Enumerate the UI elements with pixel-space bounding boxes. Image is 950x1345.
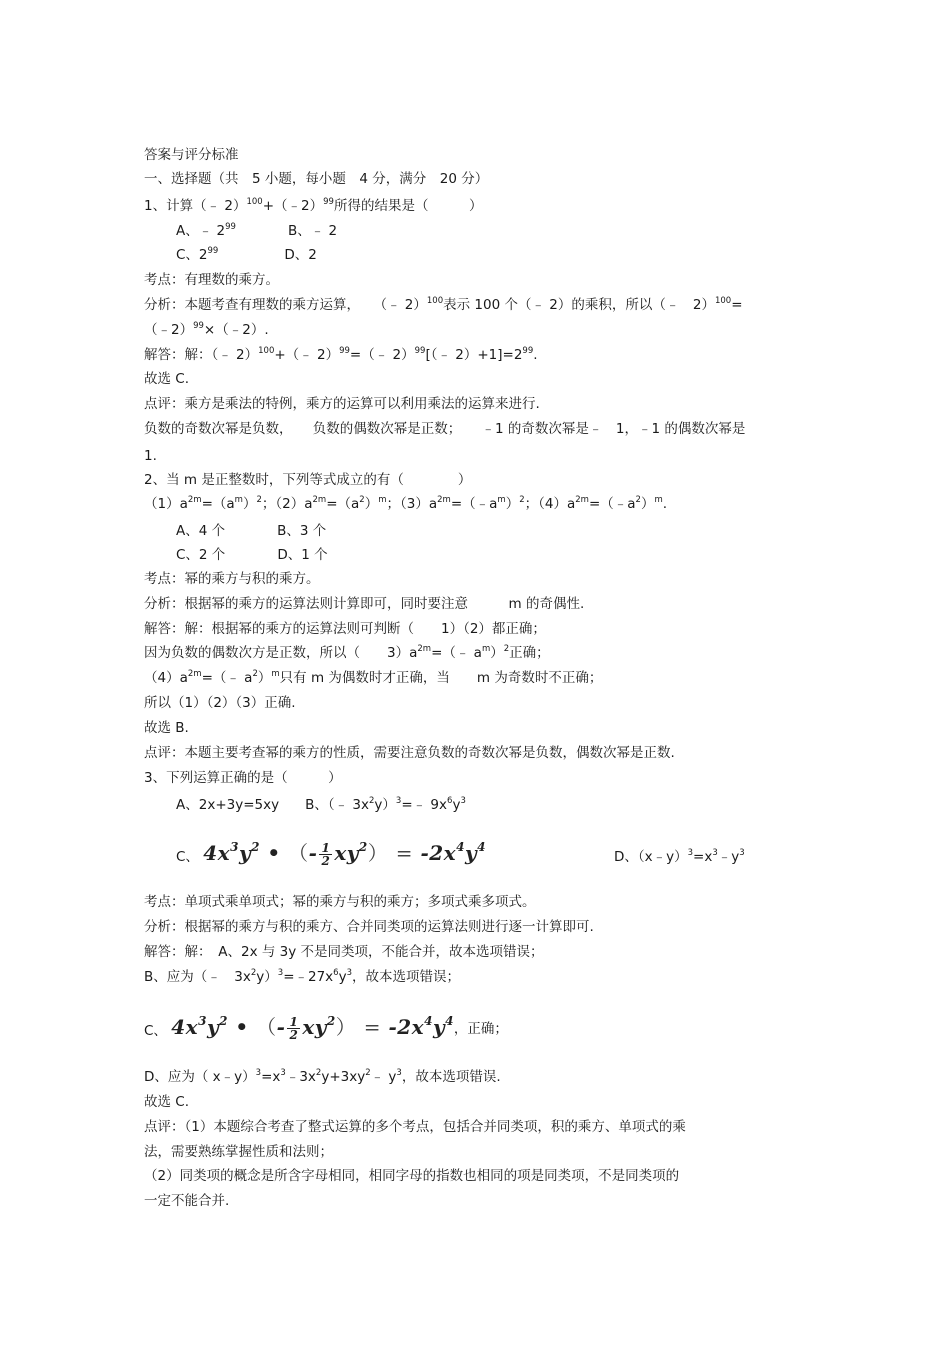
q2-option-c: C、2 个 (176, 547, 226, 563)
q2-stem: 2、当 m 是正整数时，下列等式成立的有（ ） (144, 472, 472, 488)
q3-dianping-line3: （2）同类项的概念是所含字母相同，相同字母的指数也相同的项是同类项，不是同类项的 (144, 1168, 680, 1184)
q3-option-a: A、2x+3y=5xy (176, 797, 280, 813)
q1-dianping: 点评：乘方是乘法的特例，乘方的运算可以利用乘法的运算来进行. (144, 396, 540, 412)
q1-fenxi-line2: （﹣2）$^{99}$×（﹣2）. (144, 321, 269, 338)
q2-jieda-line3: 因为负数的偶数次方是正数，所以（ $3)a^{2m}=(﹣$ $a^m)^2$正确； (144, 644, 550, 661)
q2-option-d: D、1 个 (277, 547, 328, 563)
section-heading: 一、选择题（共 5 小题，每小题 4 分，满分 20 分） (144, 171, 489, 187)
q3-option-c-formula: $4x^3y^2$ • （- $\frac{1}{2}$ $xy^2) = -2x^4y^4$ (203, 840, 486, 868)
q3-kaodian: 考点：单项式乘单项式；幂的乘方与积的乘方；多项式乘多项式。 (144, 894, 536, 910)
q1-option-d: D、2 (284, 247, 317, 263)
q1-options-cd (176, 246, 317, 264)
q3-dianping-line2: 法，需要熟练掌握性质和法则； (144, 1144, 333, 1160)
q3-jieda-b: B、应为（﹣ $3x^2y)^3=﹣27x^6y^3$，故本选项错误； (144, 968, 461, 985)
doc-title: 答案与评分标准 (144, 147, 239, 163)
q2-options-ab (176, 522, 326, 540)
q3-fenxi: 分析：根据幂的乘方与积的乘方、合并同类项的运算法则进行逐一计算即可. (144, 919, 594, 935)
q2-conclusion: 所以（1）（2）（3）正确. (144, 695, 296, 711)
q2-answer: 故选 B. (144, 720, 189, 736)
q3-jieda: 解答：解： A、2x 与 3y 不是同类项，不能合并，故本选项错误； (144, 944, 544, 960)
q3-options-ab (176, 796, 466, 814)
q3-jieda-d: D、应为（ $x﹣y)^3=x^3﹣3x^2y+3xy^2﹣$ $y^3$，故本选项错误. (144, 1068, 501, 1085)
q2-dianping: 点评：本题主要考查幂的乘方的性质，需要注意负数的奇数次幂是负数，偶数次幂是正数. (144, 745, 675, 761)
q3-option-b: B、（﹣ $3x^2y)^3=﹣$ $9x^6y^3$ (305, 796, 466, 813)
q1-stem: 1、计算（﹣ 2）$^{100}$+（﹣2）$^{99}$所得的结果是（ ） (144, 197, 483, 214)
q3-jieda-c-formula: $4x^3y^2$ • （- $\frac{1}{2}$ $xy^2) = -2x^4y^4$ (171, 1014, 454, 1042)
q2-fenxi: 分析：根据幂的乘方的运算法则计算即可，同时要注意 m 的奇偶性. (144, 596, 585, 612)
q3-jieda-c: C、 $4x^3y^2$ • （- $\frac{1}{2}$ $xy^2) = -2x^4y^4$，正确； (144, 1014, 508, 1042)
q2-equations: $(1)a^{2m}=(a^m)^2$；$(2)a^{2m}=(a^2)^m$；$(3)a^{2m}=(﹣a^m)^2$；$(4)a^{2m}=(﹣a^2)^m$. (144, 495, 668, 512)
q2-kaodian: 考点：幂的乘方与积的乘方。 (144, 571, 320, 587)
q1-note-line2: 1. (144, 448, 157, 464)
q3-dianping-line1: 点评：（1）本题综合考查了整式运算的多个考点，包括合并同类项，积的乘方、单项式的乘 (144, 1119, 686, 1135)
q2-jieda: 解答：解：根据幂的乘方的运算法则可判断（ 1）（2）都正确； (144, 621, 546, 637)
q3-stem: 3、下列运算正确的是（ ） (144, 770, 342, 786)
q1-note-line1: 负数的奇数次幂是负数， 负数的偶数次幂是正数； ﹣1 的奇数次幂是﹣ 1，﹣1 的偶数次幂是 (144, 421, 746, 437)
q2-jieda-line4: $(4)a^{2m}=(﹣$ $a^2)^m$只有 m 为偶数时才正确，当 m 为奇数时不正确； (144, 669, 603, 686)
q3-option-c: C、 $4x^3y^2$ • （- $\frac{1}{2}$ $xy^2) = -2x^4y^4$ (176, 840, 486, 868)
q1-fenxi-line1: 分析：本题考查有理数的乘方运算， （﹣ 2）$^{100}$表示 100 个（﹣ 2）的乘积，所以（﹣ 2）$^{100}$= (144, 296, 743, 313)
q1-kaodian: 考点：有理数的乘方。 (144, 272, 279, 288)
q1-option-c: C、$2^{99}$ (176, 246, 219, 263)
q3-option-d: D、$(x﹣y)^3=x^3﹣y^3$ (614, 848, 745, 865)
q3-dianping-line4: 一定不能合并. (144, 1193, 230, 1209)
q3-answer: 故选 C. (144, 1094, 190, 1110)
q1-option-b: B、﹣ 2 (287, 223, 338, 239)
q2-option-b: B、3 个 (277, 523, 327, 539)
q1-jieda: 解答：解：（﹣ 2）$^{100}$+（﹣ 2）$^{99}$=（﹣ 2）$^{99}$[（﹣ $2)+1]=2^{99}$. (144, 346, 538, 363)
q1-options-ab (176, 222, 337, 240)
q1-option-a: A、﹣ $2^{99}$ (176, 222, 236, 239)
q2-options-cd (176, 546, 328, 564)
q1-answer: 故选 C. (144, 371, 190, 387)
q2-option-a: A、4 个 (176, 523, 226, 539)
